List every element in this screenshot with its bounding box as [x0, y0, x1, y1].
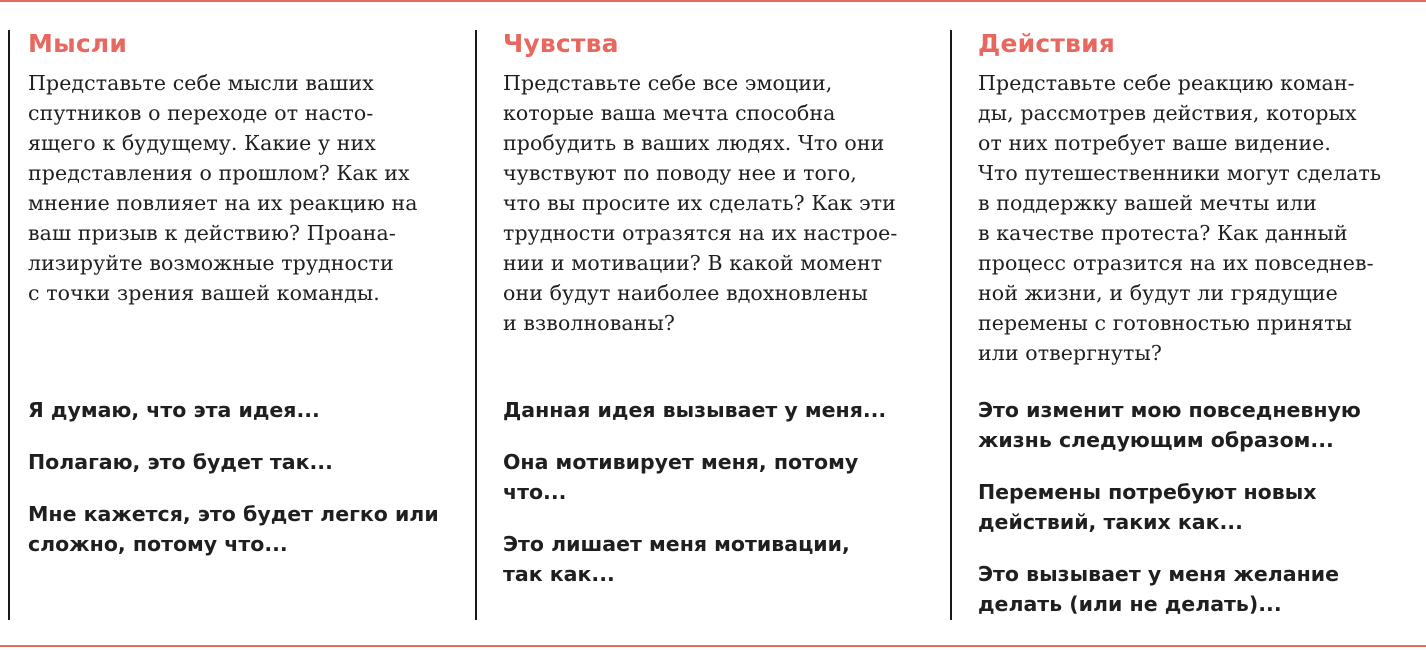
description-line: что вы просите их сделать? Как эти	[503, 191, 896, 215]
prompt-item	[503, 529, 943, 589]
description-line: Представьте себе мысли ваших	[28, 71, 374, 95]
prompt-line: Это изменит мою повседневную	[978, 398, 1361, 422]
column-description	[28, 68, 468, 308]
prompt-line: делать (или не делать)...	[978, 592, 1282, 616]
prompt-line: Это вызывает у меня желание	[978, 562, 1340, 586]
description-line: трудности отразятся на их настрое-	[503, 221, 898, 245]
prompt-line: Перемены потребуют новых	[978, 480, 1317, 504]
prompt-line: Это лишает меня мотивации,	[503, 532, 850, 556]
prompt-line: Она мотивирует меня, потому	[503, 450, 859, 474]
description-line: они будут наиболее вдохновлены	[503, 281, 868, 305]
description-line: которые ваша мечта способна	[503, 101, 836, 125]
description-line: чувствуют по поводу нее и того,	[503, 161, 857, 185]
column-thoughts	[28, 26, 468, 636]
prompt-item	[978, 477, 1418, 537]
prompt-list	[28, 395, 468, 581]
description-line: ной жизни, и будут ли грядущие	[978, 281, 1338, 305]
prompt-line: что...	[503, 480, 567, 504]
prompt-item	[503, 395, 943, 425]
description-line: представления о прошлом? Как их	[28, 161, 410, 185]
prompt-line: так как...	[503, 562, 615, 586]
description-line: с точки зрения вашей команды.	[28, 281, 380, 305]
description-line: от них потребует ваше видение.	[978, 131, 1332, 155]
description-line: мнение повлияет на их реакцию на	[28, 191, 418, 215]
column-title: Мысли	[28, 29, 128, 58]
column-feelings	[503, 26, 943, 636]
description-line: в качестве протеста? Как данный	[978, 221, 1348, 245]
column-divider-left	[8, 30, 10, 620]
description-line: спутников о переходе от насто-	[28, 101, 374, 125]
description-line: лизируйте возможные трудности	[28, 251, 394, 275]
description-line: пробудить в ваших людях. Что они	[503, 131, 885, 155]
description-line: Представьте себе реакцию коман-	[978, 71, 1355, 95]
prompt-item	[978, 395, 1418, 455]
description-line: Что путешественники могут сделать	[978, 161, 1382, 185]
description-line: и взволнованы?	[503, 311, 675, 335]
prompt-item	[28, 499, 468, 559]
prompt-line: Данная идея вызывает у меня...	[503, 398, 887, 422]
column-title: Чувства	[503, 29, 619, 58]
top-rule	[0, 0, 1426, 2]
prompt-line: действий, таких как...	[978, 510, 1243, 534]
prompt-line: Я думаю, что эта идея...	[28, 398, 320, 422]
prompt-item	[503, 447, 943, 507]
prompt-line: Мне кажется, это будет легко или	[28, 502, 439, 526]
prompt-line: жизнь следующим образом...	[978, 428, 1334, 452]
description-line: перемены с готовностью приняты	[978, 311, 1352, 335]
description-line: или отвергнуты?	[978, 341, 1162, 365]
description-line: Представьте себе все эмоции,	[503, 71, 833, 95]
column-divider-right	[950, 30, 952, 620]
prompt-list	[978, 395, 1418, 641]
description-line: в поддержку вашей мечты или	[978, 191, 1317, 215]
description-line: нии и мотивации? В какой момент	[503, 251, 883, 275]
column-description	[503, 68, 943, 338]
bottom-rule	[0, 645, 1426, 647]
prompt-item	[978, 559, 1418, 619]
column-divider-middle	[475, 30, 477, 620]
prompt-list	[503, 395, 943, 611]
column-actions	[978, 26, 1418, 636]
description-line: ды, рассмотрев действия, которых	[978, 101, 1357, 125]
prompt-item	[28, 447, 468, 477]
description-line: ящего к будущему. Какие у них	[28, 131, 376, 155]
description-line: ваш призыв к действию? Проана-	[28, 221, 396, 245]
description-line: процесс отразится на их повседнев-	[978, 251, 1374, 275]
column-description	[978, 68, 1418, 368]
prompt-item	[28, 395, 468, 425]
prompt-line: Полагаю, это будет так...	[28, 450, 333, 474]
column-title: Действия	[978, 29, 1116, 58]
prompt-line: сложно, потому что...	[28, 532, 288, 556]
